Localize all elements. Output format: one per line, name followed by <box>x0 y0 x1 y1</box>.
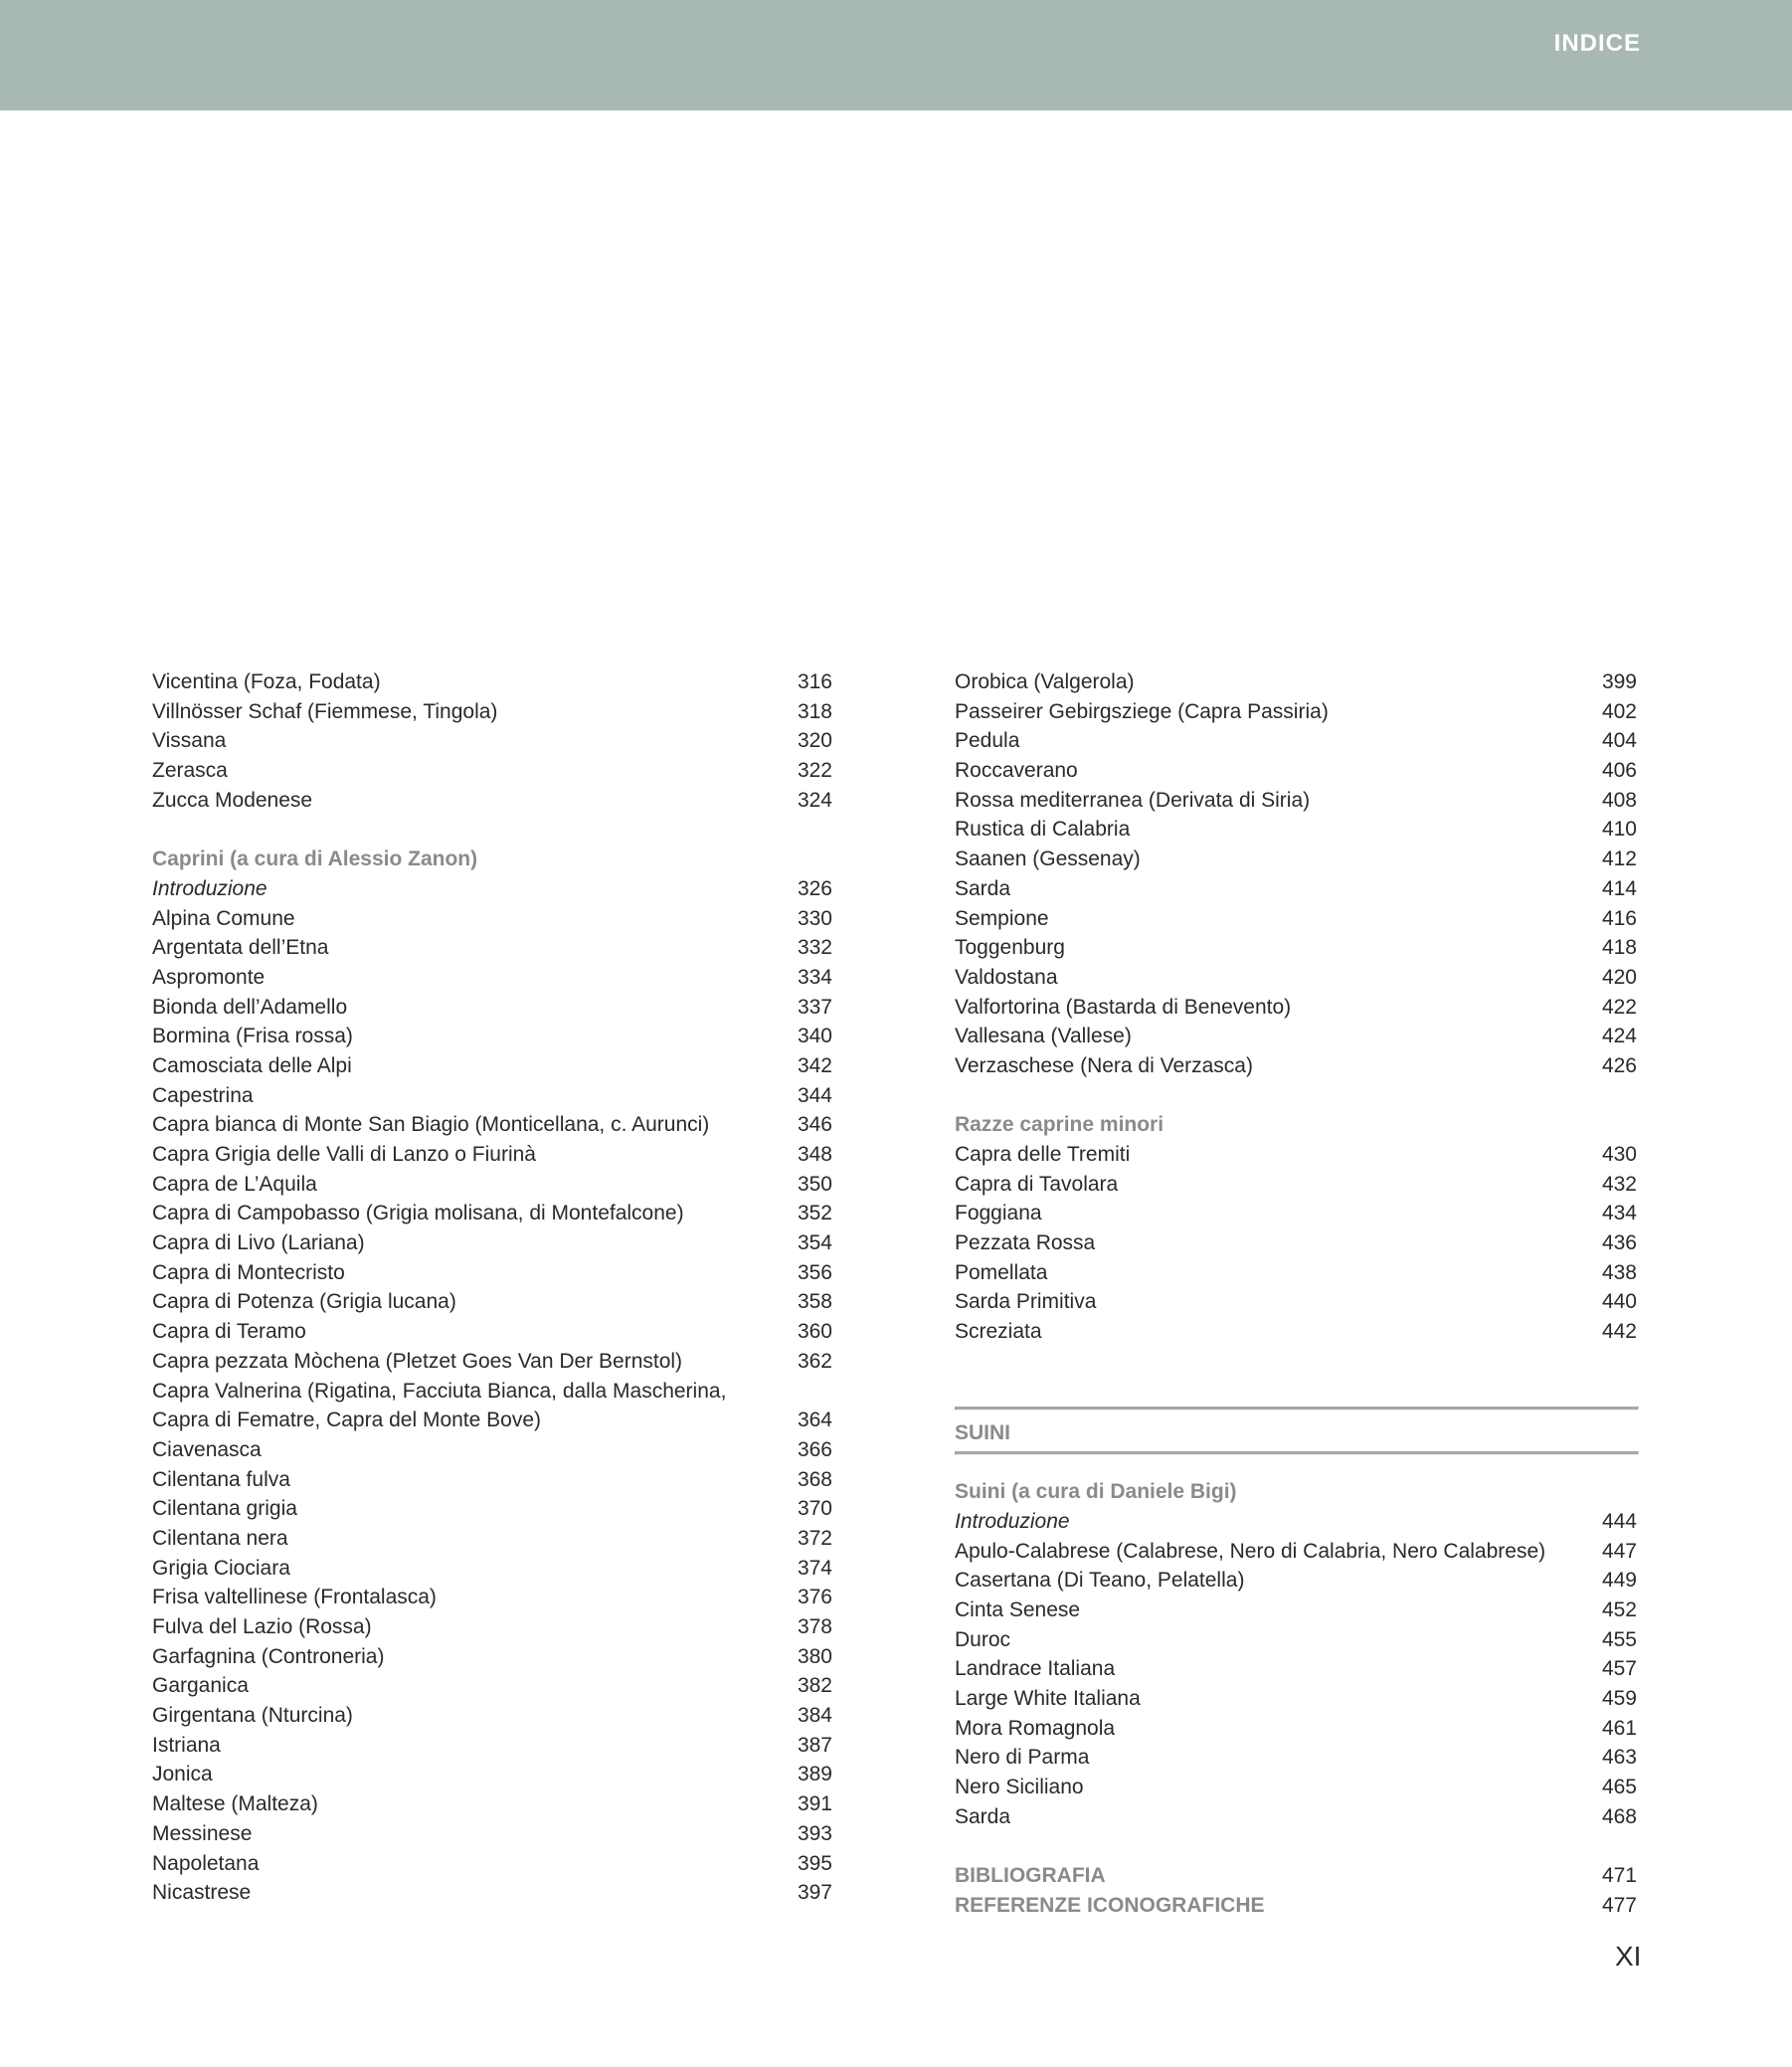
toc-entry-label: Passeirer Gebirgsziege (Capra Passiria) <box>955 699 1329 723</box>
toc-entry[interactable] <box>152 1612 834 1642</box>
section-heading-label: Suini (a cura di Daniele Bigi) <box>955 1480 1237 1504</box>
toc-entry[interactable] <box>955 1654 1639 1684</box>
toc-entry-label: Capra delle Tremiti <box>955 1143 1131 1166</box>
toc-entry-label: Messinese <box>152 1821 253 1845</box>
toc-entry-label: Capestrina <box>152 1083 254 1107</box>
toc-entry[interactable] <box>152 1583 834 1612</box>
toc-entry[interactable] <box>152 933 834 963</box>
toc-entry-label: Vallesana (Vallese) <box>955 1025 1132 1048</box>
toc-entry[interactable] <box>955 993 1639 1023</box>
toc-entry[interactable] <box>152 1140 834 1170</box>
toc-entry-page: 380 <box>797 1644 832 1668</box>
caprini-list-c <box>955 667 1639 1081</box>
spacer <box>955 1455 1639 1477</box>
toc-entry[interactable] <box>152 1317 834 1347</box>
toc-entry[interactable] <box>152 1258 834 1288</box>
toc-entry[interactable] <box>152 1819 834 1849</box>
toc-entry-label: Maltese (Malteza) <box>152 1792 318 1816</box>
toc-entry-label: Capra di Campobasso (Grigia molisana, di Montefalcone) <box>152 1202 684 1225</box>
toc-entry[interactable] <box>152 1170 834 1200</box>
toc-entry-label: Capra de L’Aquila <box>152 1172 317 1196</box>
toc-entry-page: 399 <box>1601 670 1637 693</box>
toc-entry[interactable] <box>152 1022 834 1051</box>
toc-entry-page: 408 <box>1601 788 1637 812</box>
toc-entry-valnerina-line2[interactable] <box>152 1406 834 1435</box>
section-heading-minori <box>955 1110 1639 1140</box>
toc-entry-page: 362 <box>797 1349 832 1373</box>
toc-entry-page: 334 <box>797 965 832 989</box>
section-heading-label: Caprini (a cura di Alessio Zanon) <box>152 847 478 871</box>
toc-entry-label: Napoletana <box>152 1851 260 1875</box>
toc-entry[interactable] <box>152 904 834 934</box>
toc-entry[interactable] <box>955 1625 1639 1655</box>
toc-entry-page: 459 <box>1601 1687 1637 1710</box>
toc-entry[interactable] <box>955 1258 1639 1288</box>
toc-entry-label: Toggenburg <box>955 936 1065 960</box>
toc-entry-page: 444 <box>1601 1509 1637 1533</box>
toc-entry-page: 391 <box>797 1792 832 1816</box>
toc-entry-label: REFERENZE ICONOGRAFICHE <box>955 1893 1265 1917</box>
toc-entry-label: Capra di Livo (Lariana) <box>152 1231 365 1255</box>
toc-entry-label: Cilentana grigia <box>152 1497 297 1521</box>
toc-entry-label: Garganica <box>152 1674 249 1698</box>
toc-entry-label: Capra Valnerina (Rigatina, Facciuta Bianca, dalla Mascherina, <box>152 1379 727 1403</box>
toc-entry-page: 440 <box>1601 1290 1637 1314</box>
toc-entry[interactable] <box>152 1760 834 1789</box>
toc-entry[interactable] <box>152 1199 834 1228</box>
toc-entry[interactable] <box>955 1714 1639 1744</box>
toc-entry[interactable] <box>152 1524 834 1554</box>
toc-entry-referenze[interactable] <box>955 1891 1639 1921</box>
toc-entry[interactable] <box>955 845 1639 874</box>
toc-entry-label: Screziata <box>955 1320 1042 1344</box>
toc-entry-page: 432 <box>1601 1172 1637 1196</box>
toc-entry-label: Frisa valtellinese (Frontalasca) <box>152 1586 437 1609</box>
minori-list <box>955 1140 1639 1347</box>
toc-entry-page: 358 <box>797 1290 832 1314</box>
toc-entry[interactable] <box>955 1287 1639 1317</box>
spacer <box>152 815 834 845</box>
toc-entry[interactable] <box>152 1731 834 1761</box>
toc-entry-page: 350 <box>797 1172 832 1196</box>
toc-entry-intro[interactable] <box>955 1507 1639 1537</box>
toc-entry-label: Cilentana fulva <box>152 1467 290 1491</box>
toc-entry-page: 393 <box>797 1821 832 1845</box>
toc-entry[interactable] <box>152 1081 834 1111</box>
toc-entry-page: 420 <box>1601 965 1637 989</box>
toc-entry-label: Saanen (Gessenay) <box>955 847 1141 871</box>
toc-entry[interactable] <box>955 933 1639 963</box>
toc-entry-label: Rossa mediterranea (Derivata di Siria) <box>955 788 1311 812</box>
toc-entry-label: Zerasca <box>152 759 228 783</box>
toc-entry-page: 352 <box>797 1202 832 1225</box>
toc-entry-label: Pezzata Rossa <box>955 1231 1096 1255</box>
toc-entry-page: 461 <box>1601 1716 1637 1740</box>
toc-entry-label: Capra di Potenza (Grigia lucana) <box>152 1290 456 1314</box>
toc-entry-label: Nero di Parma <box>955 1746 1090 1770</box>
toc-left-column <box>152 667 834 1908</box>
toc-entry-label: Cinta Senese <box>955 1597 1081 1621</box>
toc-entry-page: 424 <box>1601 1025 1637 1048</box>
toc-entry-label: Pedula <box>955 729 1020 753</box>
toc-entry[interactable] <box>152 667 834 697</box>
toc-entry[interactable] <box>152 993 834 1023</box>
toc-entry-label: Pomellata <box>955 1260 1048 1284</box>
toc-entry-label: Zucca Modenese <box>152 788 313 812</box>
toc-entry[interactable] <box>152 1642 834 1672</box>
toc-entry-page: 416 <box>1601 906 1637 930</box>
toc-entry[interactable] <box>955 1743 1639 1773</box>
toc-entry-page: 442 <box>1601 1320 1637 1344</box>
toc-entry-page: 397 <box>797 1881 832 1905</box>
toc-entry[interactable] <box>955 963 1639 993</box>
toc-entry[interactable] <box>152 1701 834 1731</box>
toc-entry-label: Nero Siciliano <box>955 1776 1084 1799</box>
toc-entry[interactable] <box>152 1789 834 1819</box>
toc-entry-label: Fulva del Lazio (Rossa) <box>152 1615 372 1638</box>
toc-entry-page: 354 <box>797 1231 832 1255</box>
toc-entry-page: 324 <box>797 788 832 812</box>
toc-entry-label: Capra bianca di Monte San Biagio (Monticellana, c. Aurunci) <box>152 1113 710 1137</box>
toc-entry-page: 340 <box>797 1025 832 1048</box>
toc-entry[interactable] <box>152 1051 834 1081</box>
toc-entry-page: 436 <box>1601 1231 1637 1255</box>
toc-entry-label: Orobica (Valgerola) <box>955 670 1135 693</box>
toc-entry-page: 395 <box>797 1851 832 1875</box>
toc-entry-label: Capra Grigia delle Valli di Lanzo o Fiurinà <box>152 1143 536 1166</box>
spacer <box>955 1081 1639 1111</box>
toc-entry-valnerina-line1[interactable] <box>152 1377 834 1407</box>
toc-entry-label: Nicastrese <box>152 1881 252 1905</box>
toc-entry-page: 406 <box>1601 759 1637 783</box>
toc-entry-page: 468 <box>1601 1804 1637 1828</box>
toc-entry[interactable] <box>955 1596 1639 1625</box>
toc-entry[interactable] <box>955 1566 1639 1596</box>
toc-entry[interactable] <box>955 1802 1639 1832</box>
toc-entry[interactable] <box>955 904 1639 934</box>
toc-entry-label: Jonica <box>152 1763 213 1786</box>
toc-entry-label: Camosciata delle Alpi <box>152 1053 352 1077</box>
toc-entry-label: Valfortorina (Bastarda di Benevento) <box>955 995 1292 1019</box>
toc-entry-label: Sarda <box>955 876 1011 900</box>
toc-entry-label: Garfagnina (Controneria) <box>152 1644 385 1668</box>
toc-entry-page: 426 <box>1601 1053 1637 1077</box>
toc-entry-page: 430 <box>1601 1143 1637 1166</box>
toc-entry[interactable] <box>955 1684 1639 1714</box>
suini-list <box>955 1537 1639 1832</box>
toc-entry-page: 402 <box>1601 699 1637 723</box>
toc-entry[interactable] <box>955 726 1639 756</box>
toc-entry[interactable] <box>955 1170 1639 1200</box>
toc-entry-label: Introduzione <box>955 1509 1070 1533</box>
toc-entry[interactable] <box>152 726 834 756</box>
header-band <box>0 0 1792 110</box>
toc-entry-label: Verzaschese (Nera di Verzasca) <box>955 1053 1253 1077</box>
toc-entry[interactable] <box>955 1140 1639 1170</box>
toc-entry-page: 374 <box>797 1556 832 1580</box>
toc-entry-label: Bormina (Frisa rossa) <box>152 1025 353 1048</box>
toc-entry-page: 414 <box>1601 876 1637 900</box>
caprini-list-a <box>152 904 834 1377</box>
toc-entry-label: Duroc <box>955 1627 1011 1651</box>
toc-entry-page: 387 <box>797 1733 832 1757</box>
section-title-suini: SUINI <box>955 1420 1011 1444</box>
toc-entry-label: Vicentina (Foza, Fodata) <box>152 670 381 693</box>
toc-right-column <box>955 667 1639 1921</box>
toc-entry[interactable] <box>152 1435 834 1465</box>
spacer <box>955 1831 1639 1861</box>
toc-entry-label: Large White Italiana <box>955 1687 1141 1710</box>
toc-entry[interactable] <box>955 1199 1639 1228</box>
toc-entry-label: Mora Romagnola <box>955 1716 1116 1740</box>
toc-entry-label: Vissana <box>152 729 227 753</box>
toc-entry-label: Capra di Teramo <box>152 1320 306 1344</box>
toc-entry[interactable] <box>955 815 1639 845</box>
toc-entry-page: 346 <box>797 1113 832 1137</box>
toc-entry-page: 356 <box>797 1260 832 1284</box>
toc-entry-label: BIBLIOGRAFIA <box>955 1864 1106 1888</box>
toc-entry[interactable] <box>152 1671 834 1701</box>
page-number: XI <box>1615 1941 1642 1972</box>
toc-entry-page: 438 <box>1601 1260 1637 1284</box>
suini-section <box>955 1377 1639 1455</box>
toc-entry[interactable] <box>955 1317 1639 1347</box>
toc-entry-label: Alpina Comune <box>152 906 295 930</box>
toc-entry-label: Introduzione <box>152 876 268 900</box>
toc-entry-label: Istriana <box>152 1733 221 1757</box>
toc-entry-label: Roccaverano <box>955 759 1078 783</box>
toc-entry[interactable] <box>955 1773 1639 1802</box>
toc-entry-page: 332 <box>797 936 832 960</box>
toc-entry-label: Valdostana <box>955 965 1058 989</box>
toc-entry-label: Ciavenasca <box>152 1437 262 1461</box>
toc-entry-page: 337 <box>797 995 832 1019</box>
sheep-tail-list <box>152 667 834 815</box>
toc-entry[interactable] <box>152 756 834 786</box>
toc-entry-page: 452 <box>1601 1597 1637 1621</box>
toc-entry[interactable] <box>152 1465 834 1495</box>
toc-entry-label: Villnösser Schaf (Fiemmese, Tingola) <box>152 699 498 723</box>
toc-entry-page: 366 <box>797 1437 832 1461</box>
toc-entry-page: 412 <box>1601 847 1637 871</box>
toc-entry-page: 320 <box>797 729 832 753</box>
toc-entry-page: 422 <box>1601 995 1637 1019</box>
toc-entry-page: 330 <box>797 906 832 930</box>
toc-entry-page: 326 <box>797 876 832 900</box>
toc-entry-page: 364 <box>797 1409 832 1432</box>
toc-entry-page: 404 <box>1601 729 1637 753</box>
toc-entry[interactable] <box>152 786 834 816</box>
toc-entry-page: 368 <box>797 1467 832 1491</box>
toc-entry[interactable] <box>152 697 834 727</box>
toc-entry-intro[interactable] <box>152 874 834 904</box>
toc-entry[interactable] <box>955 1537 1639 1567</box>
toc-entry-page: 378 <box>797 1615 832 1638</box>
toc-entry[interactable] <box>152 1494 834 1524</box>
toc-entry[interactable] <box>152 1878 834 1908</box>
toc-entry[interactable] <box>955 874 1639 904</box>
toc-entry[interactable] <box>955 1228 1639 1258</box>
toc-entry-page: 463 <box>1601 1746 1637 1770</box>
toc-entry[interactable] <box>955 1022 1639 1051</box>
toc-entry-page: 372 <box>797 1526 832 1550</box>
toc-entry-page: 389 <box>797 1763 832 1786</box>
toc-entry[interactable] <box>152 1347 834 1377</box>
toc-entry-label: Argentata dell’Etna <box>152 936 329 960</box>
toc-entry-label: Apulo-Calabrese (Calabrese, Nero di Calabria, Nero Calabrese) <box>955 1539 1546 1563</box>
section-heading-caprini <box>152 845 834 874</box>
toc-entry[interactable] <box>152 1228 834 1258</box>
toc-entry-label: Sarda Primitiva <box>955 1290 1097 1314</box>
toc-entry[interactable] <box>152 1110 834 1140</box>
toc-entry[interactable] <box>955 667 1639 697</box>
toc-entry-page: 384 <box>797 1704 832 1728</box>
toc-entry-label: Capra pezzata Mòchena (Pletzet Goes Van Der Bernstol) <box>152 1349 683 1373</box>
page-title: INDICE <box>1553 30 1641 57</box>
toc-entry-label: Foggiana <box>955 1202 1042 1225</box>
toc-entry-page: 457 <box>1601 1657 1637 1681</box>
spacer <box>955 1377 1639 1407</box>
toc-entry-page: 477 <box>1601 1893 1637 1917</box>
toc-entry-label: Bionda dell’Adamello <box>152 995 348 1019</box>
toc-entry-page: 376 <box>797 1586 832 1609</box>
toc-entry[interactable] <box>152 1554 834 1584</box>
toc-entry[interactable] <box>955 756 1639 786</box>
toc-entry[interactable] <box>152 963 834 993</box>
toc-entry[interactable] <box>955 786 1639 816</box>
toc-entry-page: 449 <box>1601 1569 1637 1593</box>
toc-entry-page: 342 <box>797 1053 832 1077</box>
section-heading-suini <box>955 1477 1639 1507</box>
toc-entry-label: Grigia Ciociara <box>152 1556 290 1580</box>
toc-entry-page: 434 <box>1601 1202 1637 1225</box>
toc-entry-page: 370 <box>797 1497 832 1521</box>
toc-entry-label: Landrace Italiana <box>955 1657 1116 1681</box>
toc-entry-page: 382 <box>797 1674 832 1698</box>
toc-entry-label: Aspromonte <box>152 965 266 989</box>
toc-entry-label: Cilentana nera <box>152 1526 288 1550</box>
toc-entry-page: 316 <box>797 670 832 693</box>
toc-entry-page: 447 <box>1601 1539 1637 1563</box>
toc-entry[interactable] <box>152 1849 834 1879</box>
toc-entry-label: Capra di Montecristo <box>152 1260 345 1284</box>
section-heading-label: Razze caprine minori <box>955 1113 1165 1137</box>
toc-entry-page: 410 <box>1601 818 1637 842</box>
toc-entry-page: 360 <box>797 1320 832 1344</box>
toc-entry-page: 418 <box>1601 936 1637 960</box>
toc-entry-label: Rustica di Calabria <box>955 818 1131 842</box>
toc-entry-page: 318 <box>797 699 832 723</box>
toc-entry-label: Casertana (Di Teano, Pelatella) <box>955 1569 1245 1593</box>
toc-entry-bibliografia[interactable] <box>955 1861 1639 1891</box>
toc-entry-label: Girgentana (Nturcina) <box>152 1704 353 1728</box>
toc-entry-label: Sempione <box>955 906 1049 930</box>
toc-entry[interactable] <box>152 1287 834 1317</box>
toc-entry-page: 348 <box>797 1143 832 1166</box>
toc-entry[interactable] <box>955 697 1639 727</box>
toc-entry-page: 344 <box>797 1083 832 1107</box>
toc-entry-page: 465 <box>1601 1776 1637 1799</box>
toc-entry-page: 471 <box>1601 1864 1637 1888</box>
toc-entry-label: Sarda <box>955 1804 1011 1828</box>
caprini-list-b <box>152 1435 834 1908</box>
toc-entry[interactable] <box>955 1051 1639 1081</box>
toc-entry-page: 322 <box>797 759 832 783</box>
toc-entry-label: Capra di Fematre, Capra del Monte Bove) <box>152 1409 542 1432</box>
toc-entry-label: Capra di Tavolara <box>955 1172 1119 1196</box>
toc-entry-page: 455 <box>1601 1627 1637 1651</box>
